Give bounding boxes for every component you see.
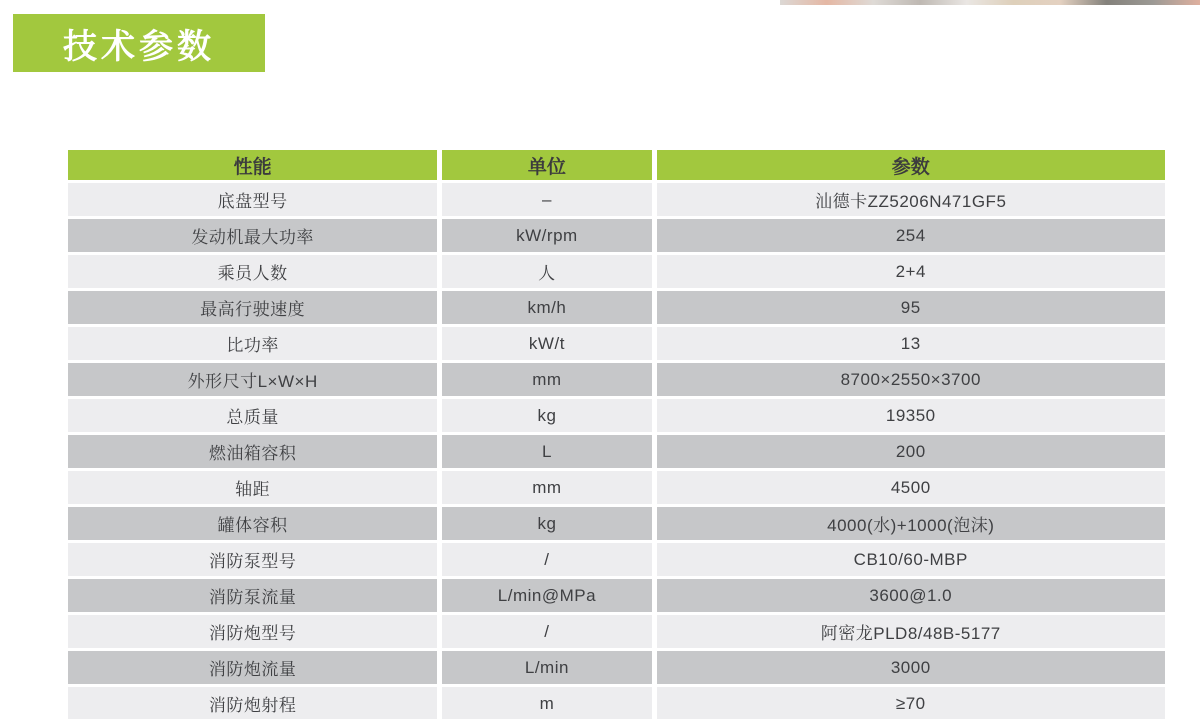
value-cell: 4500	[657, 471, 1165, 504]
spec-name-cell: 底盘型号	[68, 183, 437, 216]
value-cell: 254	[657, 219, 1165, 252]
spec-name-cell: 消防泵型号	[68, 543, 437, 576]
page-title: 技术参数	[63, 27, 215, 66]
unit-cell: km/h	[442, 291, 651, 324]
value-cell: 3000	[657, 651, 1165, 684]
spec-name-cell: 消防炮射程	[68, 687, 437, 719]
unit-cell: mm	[442, 363, 651, 396]
table-header-row	[68, 150, 1165, 180]
unit-cell: /	[442, 615, 651, 648]
section-title-banner	[13, 14, 265, 72]
value-cell: 阿密龙PLD8/48B-5177	[657, 615, 1165, 648]
unit-cell: kg	[442, 507, 651, 540]
value-cell: 8700×2550×3700	[657, 363, 1165, 396]
table-row	[68, 507, 1165, 540]
header-unit: 单位	[442, 150, 651, 180]
spec-table-container	[63, 147, 1170, 719]
unit-cell: L/min	[442, 651, 651, 684]
unit-cell: kW/t	[442, 327, 651, 360]
spec-name-cell: 燃油箱容积	[68, 435, 437, 468]
table-row	[68, 687, 1165, 719]
photo-edge-strip	[780, 0, 1200, 5]
table-row	[68, 327, 1165, 360]
table-row	[68, 435, 1165, 468]
value-cell: 200	[657, 435, 1165, 468]
table-row	[68, 579, 1165, 612]
table-row	[68, 615, 1165, 648]
table-row	[68, 219, 1165, 252]
unit-cell: L	[442, 435, 651, 468]
table-row	[68, 651, 1165, 684]
value-cell: 2+4	[657, 255, 1165, 288]
unit-cell: mm	[442, 471, 651, 504]
spec-name-cell: 外形尺寸L×W×H	[68, 363, 437, 396]
value-cell: 13	[657, 327, 1165, 360]
header-performance: 性能	[68, 150, 437, 180]
header-parameter: 参数	[657, 150, 1165, 180]
table-row	[68, 183, 1165, 216]
table-row	[68, 399, 1165, 432]
spec-name-cell: 发动机最大功率	[68, 219, 437, 252]
unit-cell: L/min@MPa	[442, 579, 651, 612]
table-row	[68, 471, 1165, 504]
unit-cell: kg	[442, 399, 651, 432]
spec-name-cell: 乘员人数	[68, 255, 437, 288]
spec-name-cell: 最高行驶速度	[68, 291, 437, 324]
table-row	[68, 291, 1165, 324]
table-body	[68, 183, 1165, 719]
spec-name-cell: 罐体容积	[68, 507, 437, 540]
table-row	[68, 255, 1165, 288]
unit-cell: 人	[442, 255, 651, 288]
value-cell: 汕德卡ZZ5206N471GF5	[657, 183, 1165, 216]
value-cell: ≥70	[657, 687, 1165, 719]
unit-cell: m	[442, 687, 651, 719]
spec-name-cell: 比功率	[68, 327, 437, 360]
unit-cell: kW/rpm	[442, 219, 651, 252]
value-cell: 3600@1.0	[657, 579, 1165, 612]
value-cell: 4000(水)+1000(泡沫)	[657, 507, 1165, 540]
spec-table	[63, 147, 1170, 719]
spec-name-cell: 轴距	[68, 471, 437, 504]
table-row	[68, 363, 1165, 396]
table-row	[68, 543, 1165, 576]
value-cell: CB10/60-MBP	[657, 543, 1165, 576]
spec-name-cell: 总质量	[68, 399, 437, 432]
unit-cell: –	[442, 183, 651, 216]
value-cell: 95	[657, 291, 1165, 324]
spec-name-cell: 消防炮型号	[68, 615, 437, 648]
spec-name-cell: 消防泵流量	[68, 579, 437, 612]
value-cell: 19350	[657, 399, 1165, 432]
spec-name-cell: 消防炮流量	[68, 651, 437, 684]
unit-cell: /	[442, 543, 651, 576]
